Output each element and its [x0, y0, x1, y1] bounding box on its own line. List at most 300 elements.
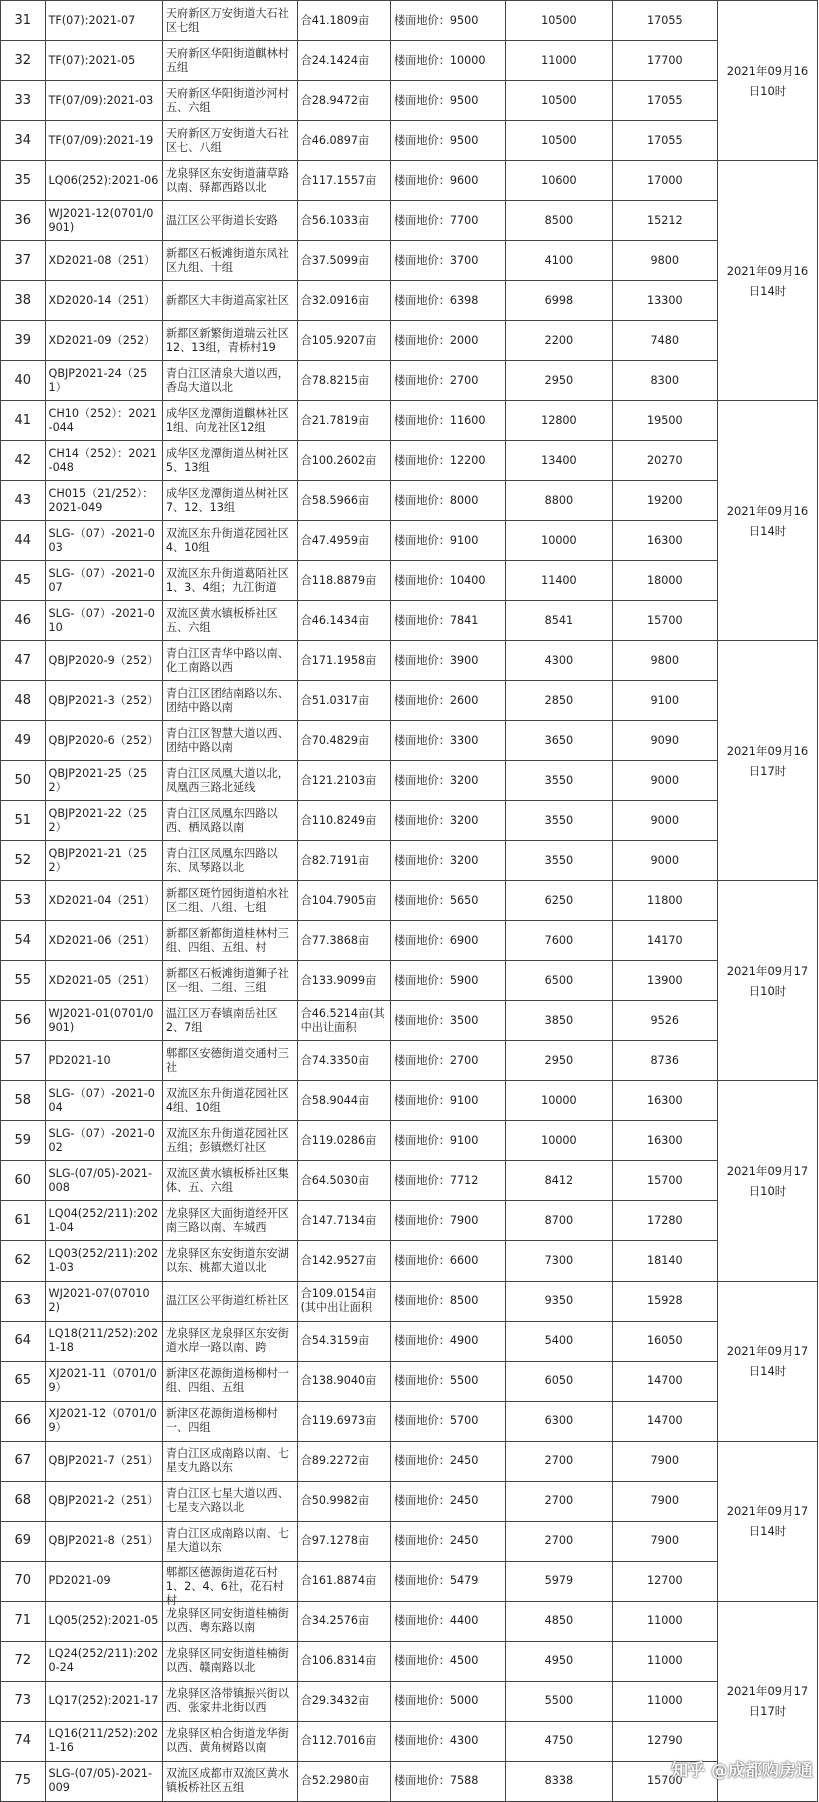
parcel-location: [162, 1321, 297, 1361]
parcel-area: [297, 1161, 390, 1201]
table-row: [1, 41, 818, 81]
parcel-area-text: 合77.3868亩: [300, 933, 370, 947]
auction-time: 2021年09月16日14时: [717, 161, 817, 401]
row-number: [1, 521, 46, 561]
floor-price-start-text: 楼面地价：3200: [393, 853, 479, 867]
max-price-value: [612, 481, 717, 521]
price-value-text: 8338: [544, 1774, 574, 1788]
parcel-code-text: CH10（252）：2021-044: [48, 406, 157, 434]
parcel-code: [45, 1521, 162, 1561]
floor-price-start: [390, 521, 505, 561]
row-number: [1, 481, 46, 521]
parcel-area-text: 合47.4959亩: [300, 533, 370, 547]
auction-time: 2021年09月17日10时: [717, 1081, 817, 1281]
row-number-text: 59: [14, 1132, 32, 1148]
table-row: [1, 1641, 818, 1681]
parcel-location: [162, 1281, 297, 1321]
parcel-area: [297, 1041, 390, 1081]
parcel-code: [45, 1321, 162, 1361]
max-price-value-text: 9090: [650, 733, 680, 747]
row-number-text: 71: [14, 1613, 32, 1629]
parcel-area: [297, 201, 390, 241]
parcel-location: [162, 1161, 297, 1201]
parcel-area: [297, 241, 390, 281]
parcel-area: [297, 1681, 390, 1721]
parcel-area-text: 合29.3432亩: [300, 1694, 370, 1708]
row-number: [1, 161, 46, 201]
parcel-area-text: 合58.5966亩: [300, 493, 370, 507]
parcel-location: [162, 641, 297, 681]
row-number: [1, 1601, 46, 1641]
price-value: [506, 281, 612, 321]
price-value: [506, 1521, 612, 1561]
parcel-code: [45, 1681, 162, 1721]
parcel-code-text: XD2021-04（251）: [48, 893, 156, 907]
max-price-value: [612, 1401, 717, 1441]
max-price-value-text: 9000: [650, 853, 680, 867]
floor-price-start: [390, 321, 505, 361]
price-value-text: 4100: [544, 253, 574, 267]
parcel-location-text: 龙泉驿区东安街道蒲草路以南、驿都西路以北: [165, 166, 289, 194]
max-price-value-text: 17055: [647, 13, 683, 27]
parcel-location-text: 双流区东升街道花园社区4、10组: [165, 526, 289, 554]
max-price-value-text: 20270: [647, 453, 683, 467]
parcel-location-text: 双流区东升街道葛陌社区1、3、4组；九江街道: [165, 566, 289, 594]
parcel-code-text: WJ2021-01(0701/0901): [48, 1006, 154, 1034]
floor-price-start: [390, 281, 505, 321]
parcel-code: [45, 1401, 162, 1441]
parcel-area: [297, 1121, 390, 1161]
parcel-location: [162, 321, 297, 361]
table-row: [1, 1121, 818, 1161]
parcel-area: [297, 441, 390, 481]
parcel-code-text: SLG-(07/05)-2021-009: [48, 1767, 153, 1795]
price-value: [506, 721, 612, 761]
price-value: [506, 41, 612, 81]
parcel-area-text: 合109.0154亩(其中出让面积: [300, 1287, 377, 1314]
table-row: [1, 681, 818, 721]
parcel-code-text: QBJP2020-6（252）: [48, 733, 159, 747]
parcel-code-text: SLG-（07）-2021-007: [48, 566, 155, 594]
parcel-area: [297, 1561, 390, 1601]
parcel-location-text: 成华区龙潭街道丛树社区7、12、13组: [165, 486, 289, 514]
parcel-code-text: TF(07):2021-05: [48, 53, 136, 67]
price-value: [506, 1561, 612, 1601]
table-row: [1, 161, 818, 201]
row-number-text: 57: [14, 1052, 32, 1068]
parcel-code: [45, 361, 162, 401]
row-number: [1, 321, 46, 361]
row-number-text: 42: [14, 452, 32, 468]
parcel-area: [297, 881, 390, 921]
parcel-area-text: 合97.1278亩: [300, 1534, 370, 1548]
table-row: [1, 1401, 818, 1441]
row-number: [1, 121, 46, 161]
parcel-location-text: 温江区万春镇南岳社区2、7组: [165, 1006, 278, 1034]
price-value-text: 6250: [544, 893, 574, 907]
price-value: [506, 1681, 612, 1721]
floor-price-start-text: 楼面地价：5900: [393, 973, 479, 987]
parcel-area-text: 合104.7905亩: [300, 893, 377, 907]
row-number: [1, 1001, 46, 1041]
row-number: [1, 1241, 46, 1281]
parcel-area: [297, 961, 390, 1001]
price-value-text: 2700: [544, 1534, 574, 1548]
max-price-value-text: 8736: [650, 1053, 680, 1067]
parcel-area-text: 合41.1809亩: [300, 13, 370, 27]
parcel-location-text: 青白江区团结南路以东、团结中路以南: [165, 686, 289, 714]
price-value: [506, 1321, 612, 1361]
price-value-text: 2850: [544, 693, 574, 707]
parcel-code: [45, 641, 162, 681]
max-price-value-text: 7900: [650, 1454, 680, 1468]
parcel-area: [297, 121, 390, 161]
row-number-text: 54: [14, 932, 32, 948]
parcel-area: [297, 81, 390, 121]
max-price-value: [612, 1081, 717, 1121]
max-price-value-text: 14170: [647, 933, 683, 947]
max-price-value: [612, 641, 717, 681]
price-value-text: 2700: [544, 1494, 574, 1508]
parcel-area: [297, 841, 390, 881]
parcel-location-text: 天府新区万安街道大石社区七、八组: [165, 126, 289, 154]
max-price-value-text: 14700: [647, 1414, 683, 1428]
parcel-area-text: 合112.7016亩: [300, 1734, 377, 1748]
price-value: [506, 1001, 612, 1041]
max-price-value-text: 7480: [650, 333, 680, 347]
parcel-location-text: 新都区新繁街道瑞云社区12、13组，青桥村19: [165, 326, 289, 354]
max-price-value: [612, 801, 717, 841]
floor-price-start-text: 楼面地价：11600: [393, 413, 486, 427]
floor-price-start-text: 楼面地价：5500: [393, 1374, 479, 1388]
max-price-value: [612, 441, 717, 481]
parcel-code: [45, 1241, 162, 1281]
max-price-value: [612, 1561, 717, 1601]
parcel-area-text: 合52.2980亩: [300, 1774, 370, 1788]
parcel-code: [45, 1601, 162, 1641]
row-number-text: 73: [14, 1693, 32, 1709]
parcel-code-text: QBJP2021-25（252）: [48, 766, 148, 794]
price-value-text: 10500: [541, 133, 577, 147]
max-price-value-text: 11000: [647, 1694, 683, 1708]
price-value-text: 5400: [544, 1334, 574, 1348]
price-value-text: 8500: [544, 213, 574, 227]
parcel-code: [45, 1561, 162, 1601]
price-value: [506, 601, 612, 641]
price-value: [506, 241, 612, 281]
parcel-area-text: 合133.9099亩: [300, 973, 377, 987]
parcel-area: [297, 481, 390, 521]
table-row: [1, 1601, 818, 1641]
parcel-area-text: 合56.1033亩: [300, 213, 370, 227]
table-row: [1, 1481, 818, 1521]
row-number-text: 53: [14, 892, 32, 908]
max-price-value-text: 17055: [647, 133, 683, 147]
parcel-location-text: 龙泉驿区柏合街道龙华街以西、黄角树路以南: [165, 1727, 289, 1755]
parcel-area: [297, 401, 390, 441]
parcel-area-text: 合110.8249亩: [300, 813, 377, 827]
floor-price-start: [390, 1641, 505, 1681]
parcel-code: [45, 1, 162, 41]
parcel-area: [297, 801, 390, 841]
row-number-text: 58: [14, 1092, 32, 1108]
price-value-text: 2950: [544, 373, 574, 387]
parcel-location: [162, 881, 297, 921]
parcel-area-text: 合46.0897亩: [300, 133, 370, 147]
max-price-value-text: 15212: [647, 213, 683, 227]
row-number-text: 41: [14, 412, 32, 428]
max-price-value-text: 13900: [647, 973, 683, 987]
price-value-text: 10500: [541, 93, 577, 107]
parcel-location-text: 郫都区德源街道花石村1、2、4、6社，花石村村: [165, 1566, 284, 1608]
max-price-value: [612, 361, 717, 401]
auction-time: 2021年09月17日14时: [717, 1441, 817, 1601]
parcel-code-text: QBJP2021-21（252）: [48, 846, 148, 874]
floor-price-start: [390, 761, 505, 801]
price-value: [506, 1761, 612, 1801]
price-value-text: 12800: [541, 413, 577, 427]
parcel-location: [162, 401, 297, 441]
row-number-text: 55: [14, 972, 32, 988]
parcel-location-text: 成华区龙潭街道丛树社区5、13组: [165, 446, 289, 474]
parcel-code-text: XD2021-09（252）: [48, 333, 156, 347]
parcel-area: [297, 1001, 390, 1041]
parcel-area: [297, 1081, 390, 1121]
floor-price-start: [390, 1401, 505, 1441]
parcel-location: [162, 1521, 297, 1561]
max-price-value-text: 16300: [647, 1133, 683, 1147]
parcel-location: [162, 1001, 297, 1041]
parcel-area-text: 合50.9982亩: [300, 1494, 370, 1508]
floor-price-start: [390, 1241, 505, 1281]
price-value-text: 2700: [544, 1454, 574, 1468]
floor-price-start: [390, 121, 505, 161]
parcel-code-text: QBJP2021-24（251）: [48, 366, 148, 394]
parcel-code-text: PD2021-10: [48, 1053, 111, 1067]
parcel-code: [45, 1361, 162, 1401]
parcel-area-text: 合58.9044亩: [300, 1093, 370, 1107]
price-value-text: 4950: [544, 1654, 574, 1668]
table-row: [1, 1201, 818, 1241]
price-value: [506, 481, 612, 521]
row-number-text: 62: [14, 1252, 32, 1268]
parcel-area: [297, 1361, 390, 1401]
row-number-text: 33: [14, 92, 32, 108]
parcel-location-text: 双流区东升街道花园社区五组；彭镇燃灯社区: [165, 1126, 289, 1154]
floor-price-start: [390, 1001, 505, 1041]
row-number: [1, 1281, 46, 1321]
table-row: [1, 841, 818, 881]
parcel-location: [162, 1441, 297, 1481]
floor-price-start: [390, 601, 505, 641]
table-row: [1, 361, 818, 401]
floor-price-start: [390, 1041, 505, 1081]
parcel-area-text: 合171.1958亩: [300, 653, 377, 667]
max-price-value: [612, 321, 717, 361]
row-number-text: 70: [14, 1573, 32, 1589]
row-number-text: 74: [14, 1733, 32, 1749]
max-price-value: [612, 41, 717, 81]
price-value-text: 8412: [544, 1173, 574, 1187]
parcel-location: [162, 841, 297, 881]
max-price-value: [612, 1281, 717, 1321]
floor-price-start-text: 楼面地价：5700: [393, 1414, 479, 1428]
parcel-code: [45, 161, 162, 201]
price-value-text: 3850: [544, 1013, 574, 1027]
parcel-code: [45, 121, 162, 161]
parcel-location-text: 成华区龙潭街道麒林社区1组、向龙社区12组: [165, 406, 289, 434]
parcel-location-text: 双流区黄水镇板桥社区五、六组: [165, 606, 278, 634]
max-price-value-text: 15928: [647, 1294, 683, 1307]
parcel-code: [45, 1201, 162, 1241]
price-value-text: 4750: [544, 1734, 574, 1748]
row-number-text: 65: [14, 1373, 32, 1389]
parcel-location-text: 青白江区凤凰东四路以西、栖凤路以南: [165, 806, 278, 834]
parcel-location-text: 青白江区成南路以南、七星大道以东: [165, 1527, 289, 1555]
parcel-code-text: QBJP2021-7（251）: [48, 1454, 159, 1468]
floor-price-start-text: 楼面地价：2450: [393, 1494, 479, 1508]
parcel-code: [45, 41, 162, 81]
row-number: [1, 1121, 46, 1161]
parcel-location: [162, 1761, 297, 1801]
max-price-value: [612, 1481, 717, 1521]
parcel-code: [45, 681, 162, 721]
max-price-value-text: 9800: [650, 653, 680, 667]
parcel-area-text: 合28.9472亩: [300, 93, 370, 107]
price-value: [506, 841, 612, 881]
parcel-code-text: LQ05(252):2021-05: [48, 1614, 159, 1628]
price-value-text: 11400: [541, 573, 577, 587]
max-price-value: [612, 1121, 717, 1161]
row-number-text: 61: [14, 1212, 32, 1228]
parcel-location-text: 双流区黄水镇板桥社区集体、五、六组: [165, 1166, 289, 1194]
row-number: [1, 1641, 46, 1681]
row-number: [1, 1401, 46, 1441]
parcel-code: [45, 961, 162, 1001]
floor-price-start-text: 楼面地价：9500: [393, 133, 479, 147]
parcel-area: [297, 761, 390, 801]
parcel-location: [162, 1361, 297, 1401]
parcel-location: [162, 961, 297, 1001]
max-price-value-text: 17000: [647, 173, 683, 187]
floor-price-start-text: 楼面地价：5650: [393, 893, 479, 907]
parcel-area-text: 合138.9040亩: [300, 1374, 377, 1388]
price-value-text: 2950: [544, 1053, 574, 1067]
floor-price-start-text: 楼面地价：5000: [393, 1694, 479, 1708]
max-price-value-text: 17280: [647, 1213, 683, 1227]
row-number-text: 43: [14, 492, 32, 508]
price-value-text: 8541: [544, 613, 574, 627]
max-price-value-text: 11800: [647, 893, 683, 907]
floor-price-start: [390, 241, 505, 281]
parcel-location-text: 郫都区安德街道交通村三社: [165, 1046, 289, 1074]
max-price-value: [612, 121, 717, 161]
table-row: [1, 1, 818, 41]
floor-price-start: [390, 841, 505, 881]
parcel-code: [45, 481, 162, 521]
parcel-area-text: 合147.7134亩: [300, 1213, 377, 1227]
price-value-text: 6050: [544, 1374, 574, 1388]
parcel-location-text: 青白江区智慧大道以西、团结中路以南: [165, 726, 289, 754]
price-value: [506, 961, 612, 1001]
parcel-code-text: CH14（252）：2021-048: [48, 446, 157, 474]
parcel-code: [45, 521, 162, 561]
parcel-area: [297, 161, 390, 201]
parcel-area-text: 合142.9527亩: [300, 1253, 377, 1267]
max-price-value-text: 18000: [647, 573, 683, 587]
row-number: [1, 1161, 46, 1201]
row-number-text: 32: [14, 52, 32, 68]
parcel-location: [162, 281, 297, 321]
max-price-value: [612, 161, 717, 201]
row-number: [1, 601, 46, 641]
price-value-text: 3550: [544, 773, 574, 787]
max-price-value: [612, 1321, 717, 1361]
parcel-location-text: 青白江区青华中路以南、化工南路以西: [165, 646, 289, 674]
parcel-location-text: 温江区公平街道红桥社区: [165, 1294, 289, 1307]
parcel-area: [297, 921, 390, 961]
price-value: [506, 401, 612, 441]
parcel-code: [45, 281, 162, 321]
price-value: [506, 1721, 612, 1761]
row-number-text: 36: [14, 212, 32, 228]
parcel-location-text: 龙泉驿区洛带镇振兴街以西、张家井北街以西: [165, 1687, 289, 1715]
row-number-text: 35: [14, 172, 32, 188]
floor-price-start: [390, 1441, 505, 1481]
price-value-text: 7300: [544, 1253, 574, 1267]
floor-price-start-text: 楼面地价：2000: [393, 333, 479, 347]
parcel-area-text: 合89.2272亩: [300, 1454, 370, 1468]
floor-price-start: [390, 1521, 505, 1561]
row-number: [1, 641, 46, 681]
row-number: [1, 1361, 46, 1401]
parcel-location: [162, 1041, 297, 1081]
row-number-text: 48: [14, 692, 32, 708]
floor-price-start: [390, 1561, 505, 1601]
table-row: [1, 81, 818, 121]
parcel-code: [45, 881, 162, 921]
floor-price-start-text: 楼面地价：9100: [393, 1093, 479, 1107]
parcel-area-text: 合82.7191亩: [300, 853, 370, 867]
price-value: [506, 1161, 612, 1201]
row-number: [1, 201, 46, 241]
parcel-location-text: 龙泉驿区同安街道桂楠街以西、赣南路以北: [165, 1647, 289, 1675]
parcel-location-text: 新都区新都街道桂林村三组、四组、五组、村: [165, 926, 289, 954]
table-row: [1, 321, 818, 361]
floor-price-start: [390, 361, 505, 401]
table-row: [1, 1081, 818, 1121]
floor-price-start-text: 楼面地价：3200: [393, 773, 479, 787]
parcel-area: [297, 561, 390, 601]
table-row: [1, 1561, 818, 1601]
row-number-text: 66: [14, 1413, 32, 1429]
parcel-location-text: 青白江区清泉大道以西，香岛大道以北: [165, 366, 289, 394]
auction-time: 2021年09月17日14时: [717, 1281, 817, 1441]
row-number: [1, 841, 46, 881]
parcel-area: [297, 1481, 390, 1521]
parcel-code-text: XD2020-14（251）: [48, 293, 156, 307]
parcel-area-text: 合46.1434亩: [300, 613, 370, 627]
max-price-value: [612, 1681, 717, 1721]
parcel-area: [297, 1521, 390, 1561]
floor-price-start-text: 楼面地价：9500: [393, 93, 479, 107]
parcel-code: [45, 841, 162, 881]
parcel-location-text: 天府新区华阳街道沙河村五、六组: [165, 86, 289, 114]
parcel-area: [297, 1641, 390, 1681]
price-value: [506, 321, 612, 361]
max-price-value-text: 17700: [647, 53, 683, 67]
table-row: [1, 441, 818, 481]
